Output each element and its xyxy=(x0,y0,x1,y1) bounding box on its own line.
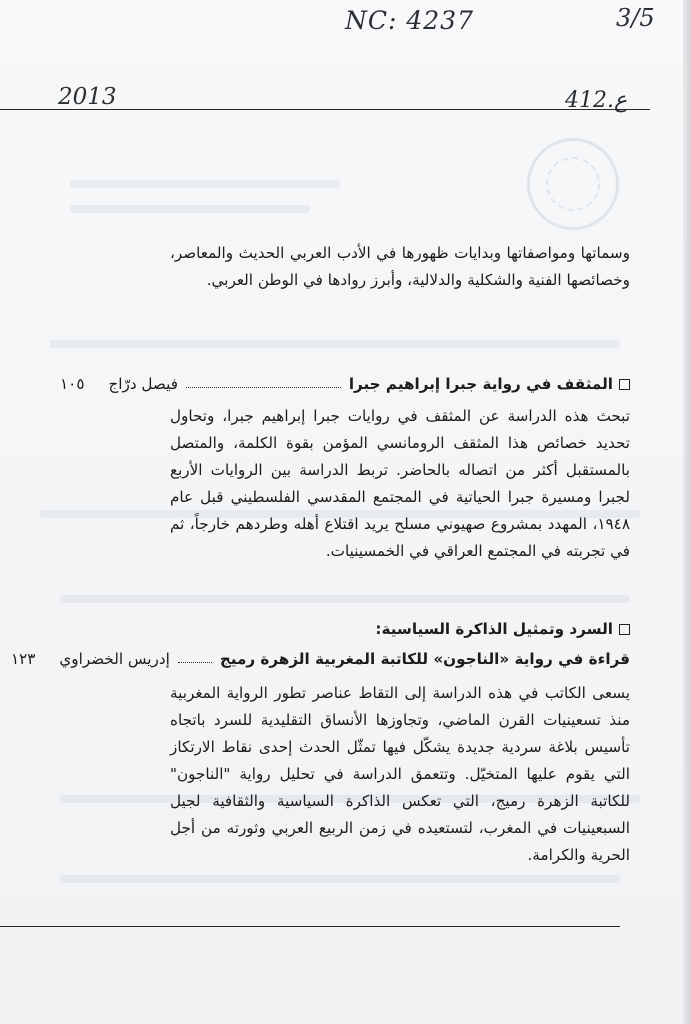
show-through-line xyxy=(60,875,620,883)
entry-heading xyxy=(10,646,630,672)
page-spine-shadow xyxy=(683,0,691,1024)
dot-leader xyxy=(186,387,341,388)
entry-title: قراءة في رواية «الناجون» للكاتبة المغربية الزهرة رميج xyxy=(219,650,630,668)
section-heading xyxy=(170,616,630,642)
section-title: السرد وتمثيل الذاكرة السياسية: xyxy=(375,620,613,638)
checkbox-bullet-icon xyxy=(619,624,630,635)
entry-title: المثقف في رواية جبرا إبراهيم جبرا xyxy=(348,375,613,393)
entry-abstract: يسعى الكاتب في هذه الدراسة إلى التقاط عناصر تطور الرواية المغربية منذ تسعينيات القرن الماضي، وتجاوزها الأنساق التقليدية للسرد باتجاه تأسيس بلاغة سردية جديدة يشكّل فيها تمثّل الحدث إحدى نقاط الارتكاز التي يقوم عليها المتخيّل. وتتعمق الدراسة في تحليل رواية "الناجون" للكاتبة الزهرة رميج، التي تعكس الذاكرة السياسية والثقافية لجيل السبعينيات في المغرب، لتستعيده في زمن الربيع العربي وثورته من أجل الحرية والكرامة. xyxy=(170,684,630,864)
bottom-rule xyxy=(0,926,620,927)
catalog-code-annotation: NC: 4237 xyxy=(345,6,474,35)
top-rule xyxy=(0,109,650,110)
entry-page-number: ١٠٥ xyxy=(60,375,85,393)
entry-heading xyxy=(60,371,630,397)
entry-author: إدريس الخضراوي xyxy=(59,650,170,668)
show-through-line xyxy=(70,205,310,213)
entry-abstract: تبحث هذه الدراسة عن المثقف في روايات جبرا إبراهيم جبرا، وتحاول تحديد خصائص هذا المثقف الرومانسي المؤمن بقوة الكلمة، والمتصل بالمستقبل أكثر من اتصاله بالحاضر. تربط الدراسة بين الروايات الأربع لجبرا ومسيرة جبرا الحياتية في المجتمع المقدسي الفلسطيني قبل عام ١٩٤٨، المهدد بمشروع صهيوني مسلح يريد اقتلاع أهله وطردهم خارجاً، ثم في تجربته في المجتمع العراقي في الخمسينيات. xyxy=(170,407,630,560)
entry-page-number: ١٢٣ xyxy=(10,650,36,668)
intro-paragraph: وسماتها ومواصفاتها وبدايات ظهورها في الأدب العربي الحديث والمعاصر، وخصائصها الفنية والشكلية والدلالية، وأبرز روادها في الوطن العربي. xyxy=(170,244,630,289)
classification-annotation: 412.ع xyxy=(565,88,628,113)
dot-leader xyxy=(178,662,212,663)
show-through-line xyxy=(50,340,620,348)
show-through-line xyxy=(70,180,340,188)
page-fraction-annotation: 3/5 xyxy=(616,4,655,32)
entry-author: فيصل درّاج xyxy=(108,375,178,393)
checkbox-bullet-icon xyxy=(619,379,630,390)
show-through-line xyxy=(60,595,630,603)
year-annotation: 2013 xyxy=(58,84,117,110)
show-through-seal-icon xyxy=(527,138,619,230)
